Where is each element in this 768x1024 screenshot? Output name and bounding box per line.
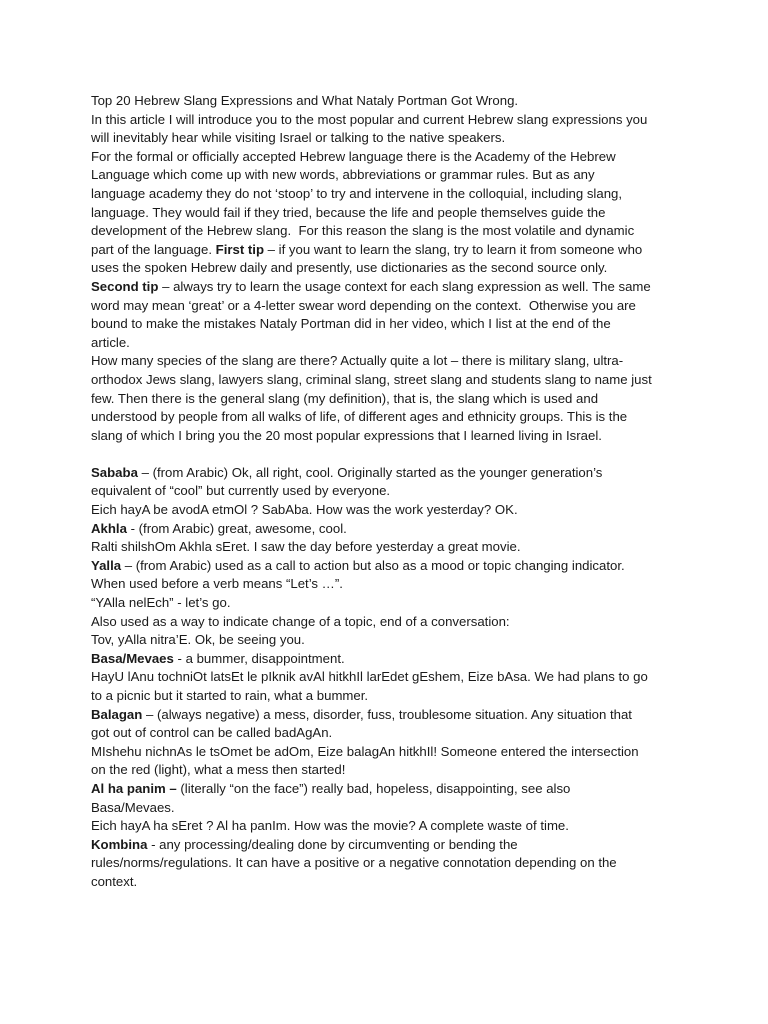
entry-line	[91, 780, 691, 799]
text-run: Eich hayA be avodA etmOl ? SabAba. How was the work yesterday? OK.	[91, 502, 518, 518]
text-run: – (always negative) a mess, disorder, fuss, troublesome situation. Any situation that	[142, 706, 632, 722]
text-run: Language which come up with new words, abbreviations or grammar rules. But as any	[91, 167, 595, 183]
text-run: article.	[91, 334, 130, 350]
intro-line	[91, 204, 691, 223]
intro-line	[91, 315, 691, 334]
intro-line	[91, 427, 691, 446]
bold-term: Al ha panim –	[91, 780, 177, 796]
intro-line	[91, 352, 691, 371]
entry-line	[91, 873, 691, 892]
text-run: on the red (light), what a mess then started!	[91, 762, 346, 778]
entry-line	[91, 706, 691, 725]
text-run: – if you want to learn the slang, try to learn it from someone who	[264, 241, 643, 257]
text-run: When used before a verb means “Let’s …”.	[91, 576, 343, 592]
intro-line	[91, 185, 691, 204]
entry-line	[91, 687, 691, 706]
bold-term: Sababa	[91, 464, 138, 480]
text-run: (literally “on the face”) really bad, hopeless, disappointing, see also	[176, 780, 571, 796]
bold-term: Kombina	[91, 836, 148, 852]
entry-line	[91, 631, 691, 650]
intro-line	[91, 278, 691, 297]
text-run: – always try to learn the usage context for each slang expression as well. The same	[158, 278, 651, 294]
entry-line	[91, 836, 691, 855]
text-run: HayU lAnu tochniOt latsEt le pIknik avAl hitkhIl larEdet gEshem, Eize bAsa. We had plans to go	[91, 669, 648, 685]
intro-line	[91, 166, 691, 185]
intro-line	[91, 241, 691, 260]
intro-line	[91, 297, 691, 316]
text-run: – (from Arabic) Ok, all right, cool. Originally started as the younger generation’s	[137, 464, 603, 480]
entry-line	[91, 668, 691, 687]
entry-line	[91, 538, 691, 557]
text-run: Basa/Mevaes.	[91, 799, 175, 815]
text-run: - (from Arabic) great, awesome, cool.	[126, 520, 347, 536]
text-run: slang of which I bring you the 20 most popular expressions that I learned living in Israel.	[91, 427, 602, 443]
text-run: word may mean ‘great’ or a 4-letter swear word depending on the context. Otherwise you are	[91, 297, 636, 313]
intro-section	[91, 111, 691, 446]
intro-line	[91, 371, 691, 390]
bold-term: Akhla	[91, 520, 127, 536]
intro-line	[91, 148, 691, 167]
text-run: to a picnic but it started to rain, what a bummer.	[91, 688, 369, 703]
text-run: equivalent of “cool” but currently used by everyone.	[91, 483, 391, 499]
text-run: understood by people from all walks of life, of different ages and ethnicity groups. This is the	[91, 409, 628, 425]
bold-term: First tip	[215, 241, 265, 257]
entry-line	[91, 724, 691, 743]
entry-line	[91, 854, 691, 873]
text-run: In this article I will introduce you to the most popular and current Hebrew slang expressions you	[91, 111, 648, 127]
document-title: Top 20 Hebrew Slang Expressions and What Nataly Portman Got Wrong.	[91, 93, 519, 108]
document-page	[91, 92, 691, 892]
text-run: Also used as a way to indicate change of a topic, end of a conversation:	[91, 613, 510, 629]
intro-line	[91, 259, 691, 278]
text-run: orthodox Jews slang, lawyers slang, criminal slang, street slang and students slang to name just	[91, 371, 652, 387]
text-run: Ralti shilshOm Akhla sEret. I saw the day before yesterday a great movie.	[91, 539, 521, 555]
bold-term: Second tip	[91, 278, 159, 294]
text-run: How many species of the slang are there? Actually quite a lot – there is military slang, ultra-	[91, 353, 624, 369]
entry-line	[91, 557, 691, 576]
text-run: - any processing/dealing done by circumventing or bending the	[147, 836, 518, 852]
text-run: uses the spoken Hebrew daily and presently, use dictionaries as the second source only.	[91, 260, 608, 276]
intro-line	[91, 111, 691, 130]
text-run: context.	[91, 873, 138, 889]
intro-line	[91, 390, 691, 409]
text-run: part of the language.	[91, 241, 216, 257]
text-run: language. They would fail if they tried, because the life and people themselves guide the	[91, 204, 606, 220]
slang-entries-section	[91, 464, 691, 892]
text-run: For the formal or officially accepted Hebrew language there is the Academy of the Hebrew	[91, 148, 616, 164]
bold-term: Balagan	[91, 706, 143, 722]
bold-term: Basa/Mevaes	[91, 650, 174, 666]
entry-line	[91, 520, 691, 539]
entry-line	[91, 743, 691, 762]
text-run: language academy they do not ‘stoop’ to try and intervene in the colloquial, including slang,	[91, 185, 623, 201]
entry-line	[91, 464, 691, 483]
text-run: bound to make the mistakes Nataly Portman did in her video, which I list at the end of the	[91, 316, 611, 332]
text-run: Eich hayA ha sEret ? Al ha panIm. How was the movie? A complete waste of time.	[91, 818, 569, 834]
intro-line	[91, 222, 691, 241]
entry-line	[91, 501, 691, 520]
entry-line	[91, 799, 691, 818]
entry-line	[91, 575, 691, 594]
intro-line	[91, 129, 691, 148]
bold-term: Yalla	[91, 557, 122, 573]
entry-line	[91, 650, 691, 669]
intro-line	[91, 408, 691, 427]
text-run: few. Then there is the general slang (my definition), that is, the slang which is used and	[91, 390, 599, 406]
paragraph-gap	[91, 445, 691, 464]
text-run: Tov, yAlla nitra’E. Ok, be seeing you.	[91, 632, 305, 648]
entry-line	[91, 594, 691, 613]
text-run: development of the Hebrew slang. For this reason the slang is the most volatile and dynamic	[91, 223, 635, 239]
entry-line	[91, 613, 691, 632]
text-run: - a bummer, disappointment.	[173, 650, 345, 666]
entry-line	[91, 482, 691, 501]
text-run: – (from Arabic) used as a call to action but also as a mood or topic changing indicator.	[121, 557, 625, 573]
intro-line	[91, 334, 691, 353]
text-run: got out of control can be called badAgAn.	[91, 725, 333, 741]
entry-line	[91, 761, 691, 780]
text-run: MIshehu nichnAs le tsOmet be adOm, Eize balagAn hitkhIl! Someone entered the intersection	[91, 743, 639, 759]
text-run: “YAlla nelEch” - let’s go.	[91, 595, 231, 611]
text-run: will inevitably hear while visiting Israel or talking to the native speakers.	[91, 130, 506, 146]
text-run: rules/norms/regulations. It can have a positive or a negative connotation depending on the	[91, 855, 617, 871]
entry-line	[91, 817, 691, 836]
